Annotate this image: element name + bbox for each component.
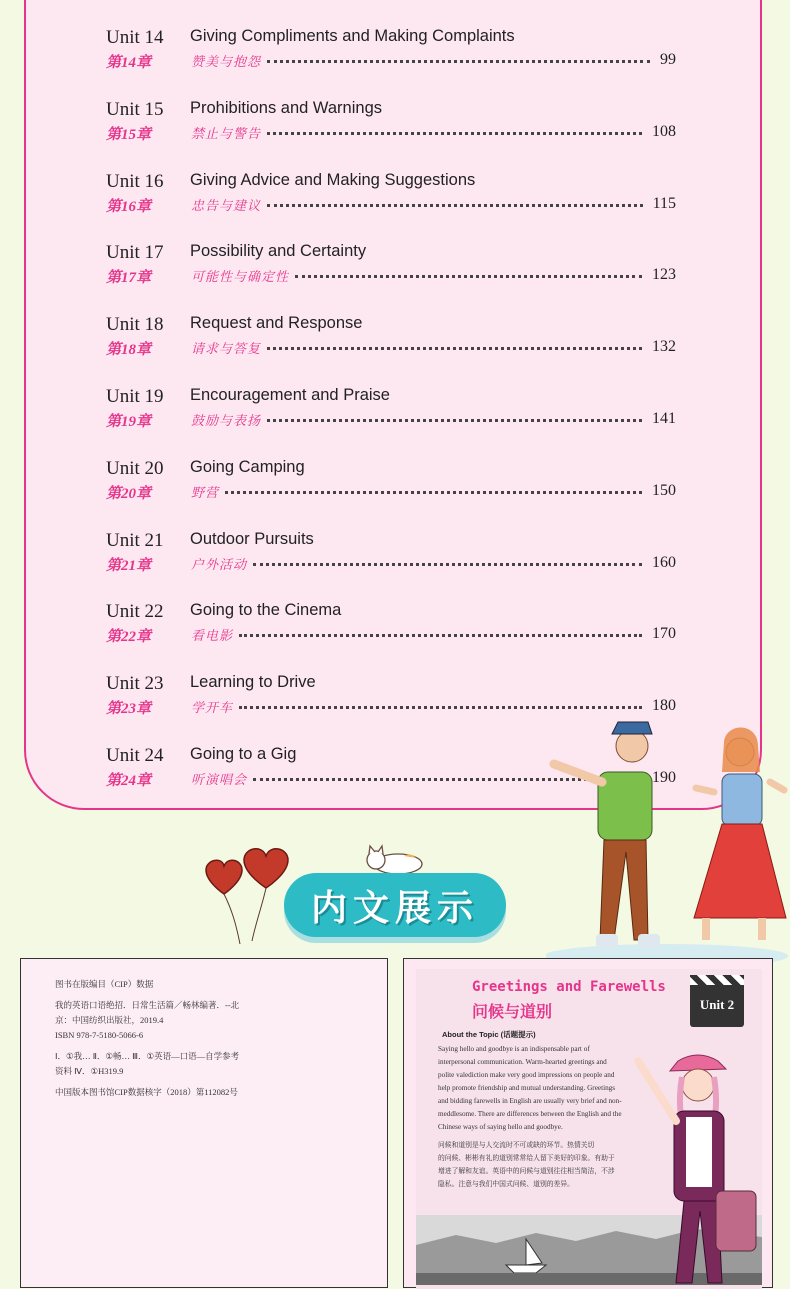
page-number: 99 bbox=[660, 51, 676, 68]
page-number: 160 bbox=[652, 553, 676, 571]
body-line: polite valediction make very good impressions on people and bbox=[438, 1071, 615, 1079]
toc-entry[interactable] bbox=[106, 530, 676, 592]
dot-leader bbox=[267, 60, 650, 63]
unit-number: Unit 20 bbox=[106, 457, 164, 479]
unit-title: Giving Compliments and Making Complaints bbox=[190, 27, 515, 45]
cip-line: Ⅰ．①我… Ⅱ．①畅… Ⅲ．①英语—口语—自学参考 bbox=[55, 1051, 240, 1061]
body-line: 隐私。注意与我们中国式问候、道别的差异。 bbox=[438, 1180, 574, 1188]
unit-number: Unit 23 bbox=[106, 673, 164, 695]
unit-title-cn: 听演唱会 bbox=[191, 773, 248, 788]
section-badge bbox=[284, 873, 506, 937]
cip-line: 京：中国纺织出版社，2019.4 bbox=[55, 1015, 164, 1025]
unit-title: Going Camping bbox=[190, 457, 305, 476]
unit-number: Unit 22 bbox=[106, 601, 164, 623]
dot-leader bbox=[267, 132, 642, 135]
unit-tag bbox=[690, 975, 744, 1027]
unit-number: Unit 16 bbox=[106, 170, 164, 192]
unit-number: Unit 17 bbox=[106, 242, 164, 264]
page-number: 150 bbox=[652, 481, 676, 499]
unit-title-cn: 禁止与警告 bbox=[191, 126, 262, 142]
unit-title-cn: 忠告与建议 bbox=[191, 198, 262, 214]
unit-title: Going to a Gig bbox=[190, 745, 297, 763]
dot-leader bbox=[267, 204, 643, 207]
unit-title-cn: 赞美与抱怨 bbox=[191, 55, 262, 70]
body-line: meddlesome. There are differences between the English and the bbox=[438, 1110, 622, 1118]
unit-title-cn: 户外活动 bbox=[191, 557, 248, 573]
chapter-number-cn: 第15章 bbox=[106, 126, 152, 143]
cip-line: 图书在版编目（CIP）数据 bbox=[55, 979, 154, 989]
clapper-stripes bbox=[690, 975, 744, 985]
dot-leader bbox=[239, 634, 642, 637]
unit-title: Giving Advice and Making Suggestions bbox=[190, 170, 476, 189]
section-badge-label: 内文展示 bbox=[310, 887, 479, 929]
dot-leader bbox=[239, 706, 642, 709]
chapter-number-cn: 第21章 bbox=[106, 557, 152, 574]
chapter-number-cn: 第18章 bbox=[106, 342, 152, 359]
chapter-number-cn: 第17章 bbox=[106, 270, 152, 287]
toc-entry[interactable] bbox=[106, 314, 676, 376]
unit-number: Unit 19 bbox=[106, 386, 164, 407]
sample-heading-cn: 问候与道别 bbox=[472, 1004, 553, 1021]
woman-waving-illustration bbox=[618, 1051, 758, 1287]
chapter-number-cn: 第16章 bbox=[106, 198, 152, 215]
dot-leader bbox=[267, 419, 642, 422]
cip-line: 我的英语口语绝招．日常生活篇／畅林编著．--北 bbox=[55, 1000, 240, 1010]
dot-leader bbox=[267, 347, 642, 350]
body-line: and bidding farewells in English are usually very brief and non- bbox=[438, 1097, 622, 1105]
about-topic-label: About the Topic (话题提示) bbox=[442, 1030, 536, 1039]
chapter-number-cn: 第20章 bbox=[106, 485, 152, 502]
body-line: Saying hello and goodbye is an indispensable part of bbox=[438, 1045, 590, 1053]
dot-leader bbox=[295, 275, 642, 278]
body-line: 的问候、彬彬有礼的道别常常给人留下美好的印象。有助于 bbox=[438, 1154, 615, 1162]
page-number: 190 bbox=[652, 769, 676, 786]
page-number: 132 bbox=[652, 338, 676, 356]
chapter-number-cn: 第14章 bbox=[106, 55, 152, 71]
sample-page-preview bbox=[403, 958, 773, 1288]
unit-number: Unit 14 bbox=[106, 27, 164, 48]
chapter-number-cn: 第23章 bbox=[106, 701, 152, 718]
unit-number: Unit 18 bbox=[106, 314, 164, 336]
body-line: Chinese ways of saying hello and goodbye. bbox=[438, 1123, 563, 1131]
chapter-number-cn: 第19章 bbox=[106, 414, 152, 430]
unit-title: Encouragement and Praise bbox=[190, 386, 390, 404]
dot-leader bbox=[253, 563, 642, 566]
toc-entry[interactable] bbox=[106, 458, 676, 520]
unit-title: Possibility and Certainty bbox=[190, 242, 367, 261]
unit-title: Request and Response bbox=[190, 314, 363, 333]
unit-title-cn: 学开车 bbox=[191, 701, 234, 717]
body-line: help promote friendship and mutual understanding. Greetings bbox=[438, 1084, 616, 1092]
toc-entry[interactable] bbox=[106, 99, 676, 161]
cip-line: 资料 Ⅳ．①H319.9 bbox=[55, 1066, 124, 1076]
unit-title-cn: 请求与答复 bbox=[191, 342, 262, 358]
page-number: 123 bbox=[652, 266, 676, 284]
people-illustration bbox=[546, 712, 790, 970]
toc-entry[interactable] bbox=[106, 27, 676, 89]
cip-line: 中国版本图书馆CIP数据核字（2018）第112082号 bbox=[55, 1087, 238, 1097]
toc-entry[interactable] bbox=[106, 386, 676, 448]
unit-tag-label: Unit 2 bbox=[699, 997, 735, 1012]
unit-title: Outdoor Pursuits bbox=[190, 529, 314, 548]
body-line: interpersonal communication. Warm-hearted greetings and bbox=[438, 1058, 607, 1066]
page-number: 180 bbox=[652, 697, 676, 715]
unit-title-cn: 鼓励与表扬 bbox=[191, 414, 262, 429]
chapter-number-cn: 第22章 bbox=[106, 629, 152, 646]
toc-entry[interactable] bbox=[106, 242, 676, 304]
chapter-number-cn: 第24章 bbox=[106, 773, 152, 789]
sample-heading-en: Greetings and Farewells bbox=[472, 979, 666, 995]
unit-title: Learning to Drive bbox=[190, 673, 316, 692]
body-line: 增进了解和友谊。英语中的问候与道别往往相当简洁，不涉 bbox=[438, 1167, 615, 1175]
unit-number: Unit 21 bbox=[106, 529, 164, 551]
page-number: 170 bbox=[652, 625, 676, 643]
toc-entry[interactable] bbox=[106, 171, 676, 233]
sleeping-cat-illustration bbox=[360, 840, 426, 876]
body-line: 问候和道别是与人交流时不可或缺的环节。热情关切 bbox=[438, 1141, 595, 1149]
unit-title: Going to the Cinema bbox=[190, 601, 342, 620]
dot-leader bbox=[225, 491, 642, 494]
toc-entry[interactable] bbox=[106, 601, 676, 663]
unit-title-cn: 看电影 bbox=[191, 629, 234, 645]
page-number: 141 bbox=[652, 410, 676, 427]
unit-title: Prohibitions and Warnings bbox=[190, 98, 382, 117]
cip-page-preview bbox=[20, 958, 388, 1288]
page-number: 115 bbox=[652, 194, 676, 212]
unit-title-cn: 可能性与确定性 bbox=[191, 270, 290, 286]
page-number: 108 bbox=[652, 122, 676, 140]
unit-number: Unit 15 bbox=[106, 98, 164, 120]
unit-title-cn: 野营 bbox=[191, 485, 220, 501]
cip-line: ISBN 978-7-5180-5066-6 bbox=[55, 1030, 144, 1040]
cip-text-block bbox=[55, 977, 365, 1100]
unit-number: Unit 24 bbox=[106, 745, 164, 766]
